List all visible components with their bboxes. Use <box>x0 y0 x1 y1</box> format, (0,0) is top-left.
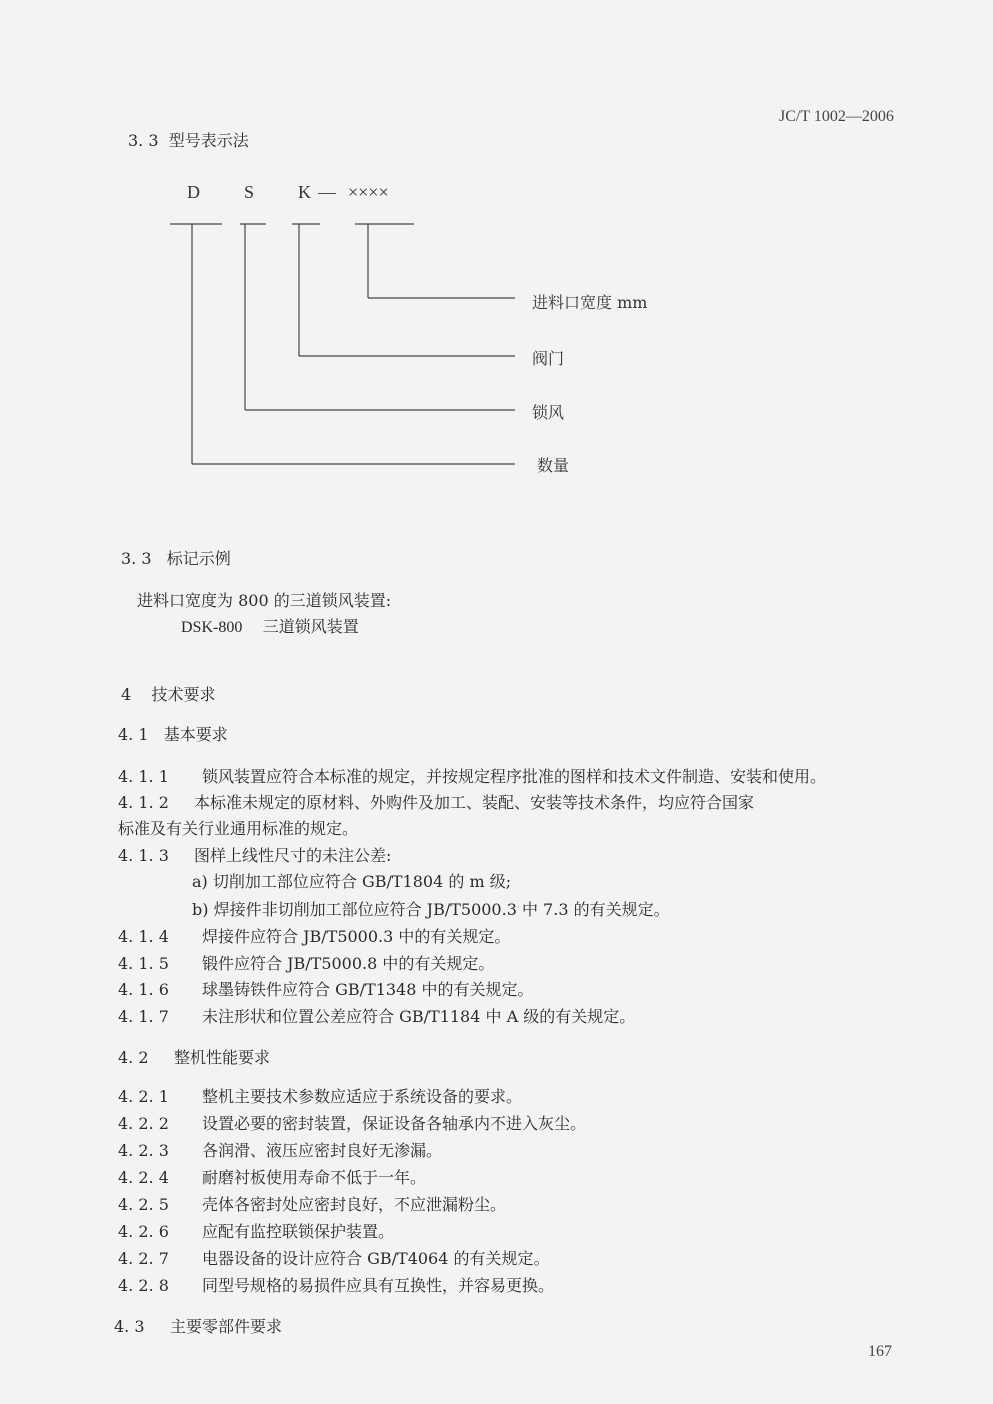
code-letter-s: S <box>244 182 255 202</box>
clause-4-1-2-continued: 标准及有关行业通用标准的规定。 <box>118 819 359 838</box>
clause-text: 应配有监控联锁保护装置。 <box>202 1222 395 1241</box>
clause-number: 4. 2. 6 <box>118 1222 169 1241</box>
section-4 <box>121 682 216 705</box>
section-title: 主要零部件要求 <box>170 1317 283 1336</box>
clause-text: 图样上线性尺寸的未注公差: <box>194 846 392 865</box>
section-number: 4. 2 <box>118 1048 149 1067</box>
clause-4-1-2 <box>118 790 754 813</box>
clause-number: 4. 1. 6 <box>118 980 169 999</box>
clause-4-2-5 <box>118 1192 506 1215</box>
label-valve: 阀门 <box>532 349 565 368</box>
section-title: 基本要求 <box>163 725 228 744</box>
clause-4-2-4 <box>118 1165 426 1188</box>
clause-4-2-2 <box>118 1111 586 1134</box>
clause-text: 焊接件应符合 JB/T5000.3 中的有关规定。 <box>202 927 511 946</box>
section-title: 标记示例 <box>166 549 231 568</box>
section-number: 4. 3 <box>114 1317 145 1336</box>
clause-number: 4. 2. 5 <box>118 1195 169 1214</box>
clause-text: 电器设备的设计应符合 GB/T4064 的有关规定。 <box>202 1249 550 1268</box>
clause-4-2-3 <box>118 1138 442 1161</box>
clause-number: 4. 2. 2 <box>118 1114 169 1133</box>
section-number: 3. 3 <box>121 549 152 568</box>
example-name: 三道锁风装置 <box>262 617 359 636</box>
example-marking <box>181 614 359 637</box>
code-letter-k: K <box>298 182 311 202</box>
section-title: 技术要求 <box>151 685 216 704</box>
label-quantity: 数量 <box>537 456 570 475</box>
clause-text: 本标准未规定的原材料、外购件及加工、装配、安装等技术条件，均应符合国家 <box>194 793 755 812</box>
clause-number: 4. 2. 1 <box>118 1087 169 1106</box>
clause-number: 4. 2. 7 <box>118 1249 169 1268</box>
clause-text: 未注形状和位置公差应符合 GB/T1184 中 A 级的有关规定。 <box>202 1007 636 1026</box>
clause-4-2-6 <box>118 1219 394 1242</box>
standard-number: JC/T 1002—2006 <box>779 108 894 125</box>
code-suffix: ×××× <box>348 182 389 202</box>
clause-text: 锁风装置应符合本标准的规定，并按规定程序批准的图样和技术文件制造、安装和使用。 <box>202 767 827 786</box>
clause-text: 整机主要技术参数应适应于系统设备的要求。 <box>202 1087 523 1106</box>
label-airlock: 锁风 <box>532 403 565 422</box>
clause-number: 4. 2. 4 <box>118 1168 169 1187</box>
section-title: 整机性能要求 <box>174 1048 271 1067</box>
section-4-3 <box>114 1314 282 1337</box>
code-letter-d: D <box>187 182 200 202</box>
clause-4-1-1 <box>118 764 826 787</box>
example-code: DSK-800 <box>181 619 243 636</box>
clause-text: 锻件应符合 JB/T5000.8 中的有关规定。 <box>202 954 495 973</box>
clause-text: 壳体各密封处应密封良好，不应泄漏粉尘。 <box>202 1195 507 1214</box>
clause-text: 耐磨衬板使用寿命不低于一年。 <box>202 1168 427 1187</box>
code-dash: — <box>318 182 336 202</box>
clause-number: 4. 2. 3 <box>118 1141 169 1160</box>
clause-4-2-1 <box>118 1084 522 1107</box>
clause-number: 4. 1. 1 <box>118 767 169 786</box>
example-description: 进料口宽度为 800 的三道锁风装置: <box>137 591 392 610</box>
clause-4-1-6 <box>118 977 534 1000</box>
clause-number: 4. 1. 7 <box>118 1007 169 1026</box>
clause-number: 4. 1. 3 <box>118 846 169 865</box>
clause-4-1-5 <box>118 951 494 974</box>
clause-number: 4. 1. 5 <box>118 954 169 973</box>
clause-text: 各润滑、液压应密封良好无渗漏。 <box>202 1141 443 1160</box>
section-4-1 <box>118 722 228 745</box>
model-code-diagram <box>0 0 993 520</box>
clause-text: 同型号规格的易损件应具有互换性，并容易更换。 <box>202 1276 555 1295</box>
clause-number: 4. 2. 8 <box>118 1276 169 1295</box>
clause-text: 球墨铸铁件应符合 GB/T1348 中的有关规定。 <box>202 980 534 999</box>
page-number: 167 <box>868 1343 892 1360</box>
sub-item-b: b) 焊接件非切削加工部位应符合 JB/T5000.3 中 7.3 的有关规定。 <box>192 900 670 919</box>
section-number: 4. 1 <box>118 725 149 744</box>
section-3-3-marking-example <box>121 546 231 569</box>
section-number: 4 <box>121 685 132 704</box>
clause-text: 设置必要的密封装置，保证设备各轴承内不进入灰尘。 <box>202 1114 587 1133</box>
clause-4-1-7 <box>118 1004 635 1027</box>
section-number: 3. 3 <box>128 131 159 150</box>
sub-item-a: a) 切削加工部位应符合 GB/T1804 的 m 级; <box>192 872 512 891</box>
clause-4-2-7 <box>118 1246 550 1269</box>
clause-4-2-8 <box>118 1273 554 1296</box>
clause-4-1-3 <box>118 843 391 866</box>
clause-number: 4. 1. 4 <box>118 927 169 946</box>
clause-number: 4. 1. 2 <box>118 793 169 812</box>
section-4-2 <box>118 1045 270 1068</box>
clause-4-1-4 <box>118 924 510 947</box>
label-inlet-width: 进料口宽度 mm <box>532 293 648 312</box>
section-title: 型号表示法 <box>168 131 249 150</box>
